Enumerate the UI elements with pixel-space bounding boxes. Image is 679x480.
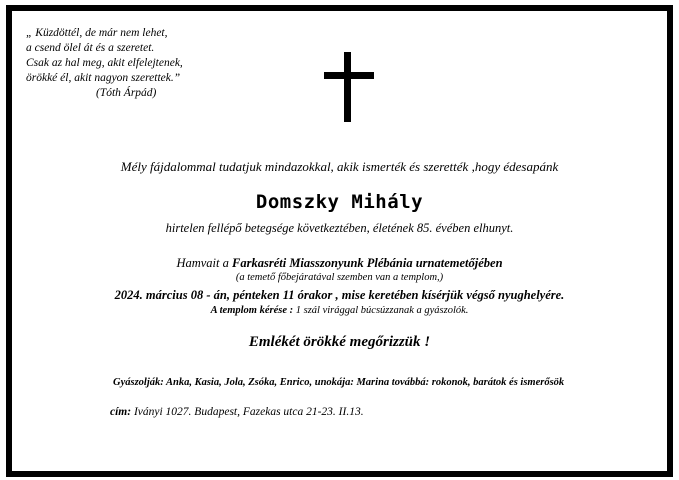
ceremony-date: 2024. március 08 - án, pénteken 11 órakor , mise keretében kísérjük végső nyughelyére. [114, 288, 565, 302]
burial-place: Farkasréti Miasszonyunk Plébánia urnatemetőjében [232, 256, 503, 270]
intro-text: Mély fájdalommal tudatjuk mindazokkal, akik ismerték és szerették ,hogy édesapánk [120, 159, 559, 174]
poem-line: „ Küzdöttél, de már nem lehet, [26, 27, 168, 39]
burial-place-line [0, 256, 679, 271]
address-text: Iványi 1027. Budapest, Fazekas utca 21-23. II.13. [131, 406, 364, 418]
poem-line: örökké él, akit nagyon szerettek.” [26, 72, 181, 84]
cross-icon [324, 52, 374, 122]
address-label: cím: [110, 406, 132, 418]
mourners-list: Gyászolják: Anka, Kasia, Jola, Zsóka, Enrico, unokája: Marina továbbá: rokonok, barátok és ismerősök [113, 377, 565, 388]
poem [26, 26, 183, 101]
deceased-name: Domszky Mihály [255, 191, 424, 213]
memory-text: Emlékét örökké megőrizzük ! [248, 334, 431, 350]
location-note: (a temető főbejáratával szemben van a templom,) [235, 272, 444, 283]
poem-author: (Tóth Árpád) [96, 87, 157, 99]
poem-line: Csak az hal meg, akit elfelejtenek, [26, 57, 183, 69]
burial-prefix: Hamvait a [176, 256, 233, 270]
death-notice-text: hirtelen fellépő betegsége következtében, életének 85. évében elhunyt. [165, 221, 514, 235]
church-request-text: 1 szál virággal búcsúzzanak a gyászolók. [293, 305, 469, 316]
address-line [110, 406, 364, 418]
church-request-label: A templom kérése : [210, 305, 294, 316]
poem-line: a csend ölel át és a szeretet. [26, 42, 155, 54]
church-request-line [0, 305, 679, 316]
